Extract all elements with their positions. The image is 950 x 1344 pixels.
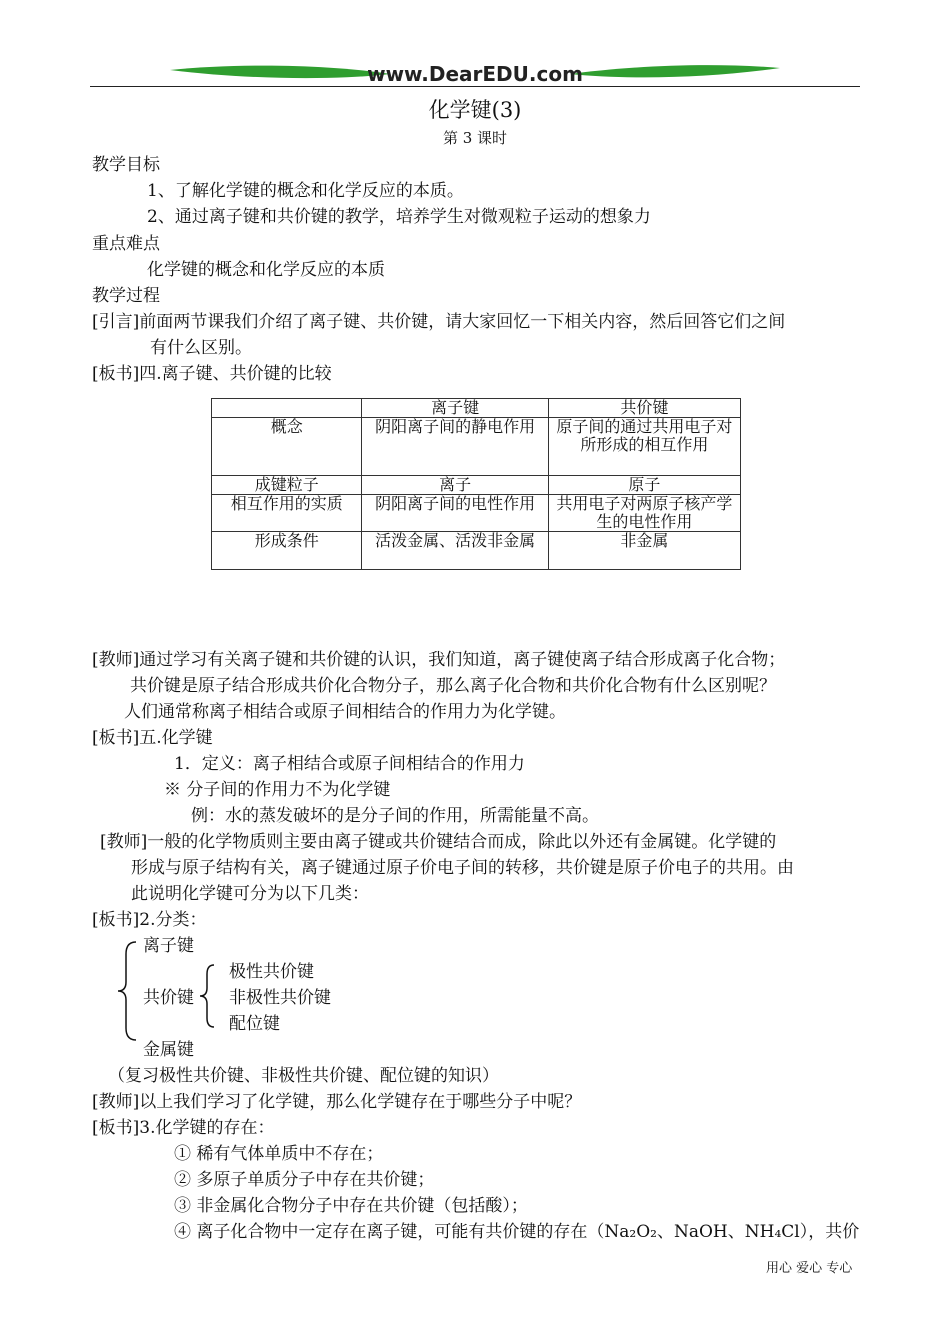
outer-brace bbox=[116, 938, 146, 1044]
teacher-text-cont: 人们通常称离子相结合或原子间相结合的作用力为化学键。 bbox=[124, 702, 566, 722]
table-row bbox=[212, 495, 741, 532]
teacher-text: [教师]一般的化学物质则主要由离子键或共价键结合而成，除此以外还有金属键。化学键的 bbox=[100, 832, 777, 852]
class-polar: 极性共价键 bbox=[229, 962, 314, 982]
class-ionic: 离子键 bbox=[143, 936, 194, 956]
board-heading-classify: [板书]2.分类： bbox=[92, 910, 207, 930]
existence-item: ① 稀有气体单质中不存在； bbox=[174, 1144, 384, 1164]
table-cell: 原子 bbox=[548, 476, 740, 495]
site-header-banner bbox=[90, 58, 860, 98]
board-heading-existence: [板书]3.化学键的存在： bbox=[92, 1118, 275, 1138]
page-footer: 用心 爱心 专心 bbox=[766, 1261, 853, 1276]
table-row-label: 概念 bbox=[212, 418, 362, 476]
table-row-label: 成键粒子 bbox=[212, 476, 362, 495]
table-row bbox=[212, 399, 741, 418]
table-row-label: 相互作用的实质 bbox=[212, 495, 362, 532]
class-metallic: 金属键 bbox=[143, 1040, 194, 1060]
goals-heading: 教学目标 bbox=[92, 155, 160, 175]
table-cell: 离子 bbox=[362, 476, 548, 495]
inner-brace bbox=[196, 962, 218, 1030]
table-header-cell: 离子键 bbox=[362, 399, 548, 418]
table-cell bbox=[212, 399, 362, 418]
teacher-text: [教师]通过学习有关离子键和共价键的认识，我们知道，离子键使离子结合形成离子化合物； bbox=[92, 650, 786, 670]
teacher-text: [教师]以上我们学习了化学键，那么化学键存在于哪些分子中呢？ bbox=[92, 1092, 582, 1112]
teacher-text-cont: 形成与原子结构有关，离子键通过原子价电子间的转移，共价键是原子价电子的共用。由 bbox=[131, 858, 794, 878]
table-row bbox=[212, 476, 741, 495]
comparison-table bbox=[211, 398, 741, 570]
example-text: 例：水的蒸发破坏的是分子间的作用，所需能量不高。 bbox=[191, 806, 599, 826]
site-url: www.DearEDU.com bbox=[367, 62, 583, 86]
table-row bbox=[212, 418, 741, 476]
board-heading-4: [板书]四.离子键、共价键的比较 bbox=[92, 364, 332, 384]
class-covalent: 共价键 bbox=[143, 988, 194, 1008]
page-title: 化学键(3) bbox=[428, 98, 522, 122]
header-rule bbox=[90, 86, 860, 87]
table-row bbox=[212, 532, 741, 570]
board-heading-5: [板书]五.化学键 bbox=[92, 728, 213, 748]
note-text: ※ 分子间的作用力不为化学键 bbox=[164, 780, 391, 800]
keypoints-text: 化学键的概念和化学反应的本质 bbox=[147, 260, 385, 280]
existence-item: ③ 非金属化合物分子中存在共价键（包括酸）； bbox=[174, 1196, 528, 1216]
page-subtitle: 第 3 课时 bbox=[442, 129, 508, 147]
table-cell: 非金属 bbox=[548, 532, 740, 570]
table-row-label: 形成条件 bbox=[212, 532, 362, 570]
goal-item: 1、了解化学键的概念和化学反应的本质。 bbox=[147, 181, 464, 201]
goal-item: 2、通过离子键和共价键的教学，培养学生对微观粒子运动的想象力 bbox=[147, 207, 651, 227]
table-header-cell: 共价键 bbox=[548, 399, 740, 418]
intro-text: [引言]前面两节课我们介绍了离子键、共价键，请大家回忆一下相关内容，然后回答它们之间 bbox=[92, 312, 786, 332]
table-cell: 原子间的通过共用电子对所形成的相互作用 bbox=[548, 418, 740, 476]
class-coordinate: 配位键 bbox=[229, 1014, 280, 1034]
table-cell: 阴阳离子间的电性作用 bbox=[362, 495, 548, 532]
teacher-text-cont: 共价键是原子结合形成共价化合物分子，那么离子化合物和共价化合物有什么区别呢？ bbox=[130, 676, 776, 696]
definition-text: 1．定义：离子相结合或原子间相结合的作用力 bbox=[174, 754, 525, 774]
keypoints-heading: 重点难点 bbox=[92, 234, 160, 254]
process-heading: 教学过程 bbox=[92, 286, 160, 306]
table-cell: 阴阳离子间的静电作用 bbox=[362, 418, 548, 476]
existence-item: ② 多原子单质分子中存在共价键； bbox=[174, 1170, 435, 1190]
intro-text-cont: 有什么区别。 bbox=[150, 338, 252, 358]
teacher-text-cont: 此说明化学键可分为以下几类： bbox=[131, 884, 369, 904]
review-note: （复习极性共价键、非极性共价键、配位键的知识） bbox=[108, 1066, 499, 1086]
table-cell: 活泼金属、活泼非金属 bbox=[362, 532, 548, 570]
table-cell: 共用电子对两原子核产学生的电性作用 bbox=[548, 495, 740, 532]
class-nonpolar: 非极性共价键 bbox=[229, 988, 331, 1008]
existence-item: ④ 离子化合物中一定存在离子键，可能有共价键的存在（Na₂O₂、NaOH、NH₄Cl），共价 bbox=[174, 1222, 860, 1242]
